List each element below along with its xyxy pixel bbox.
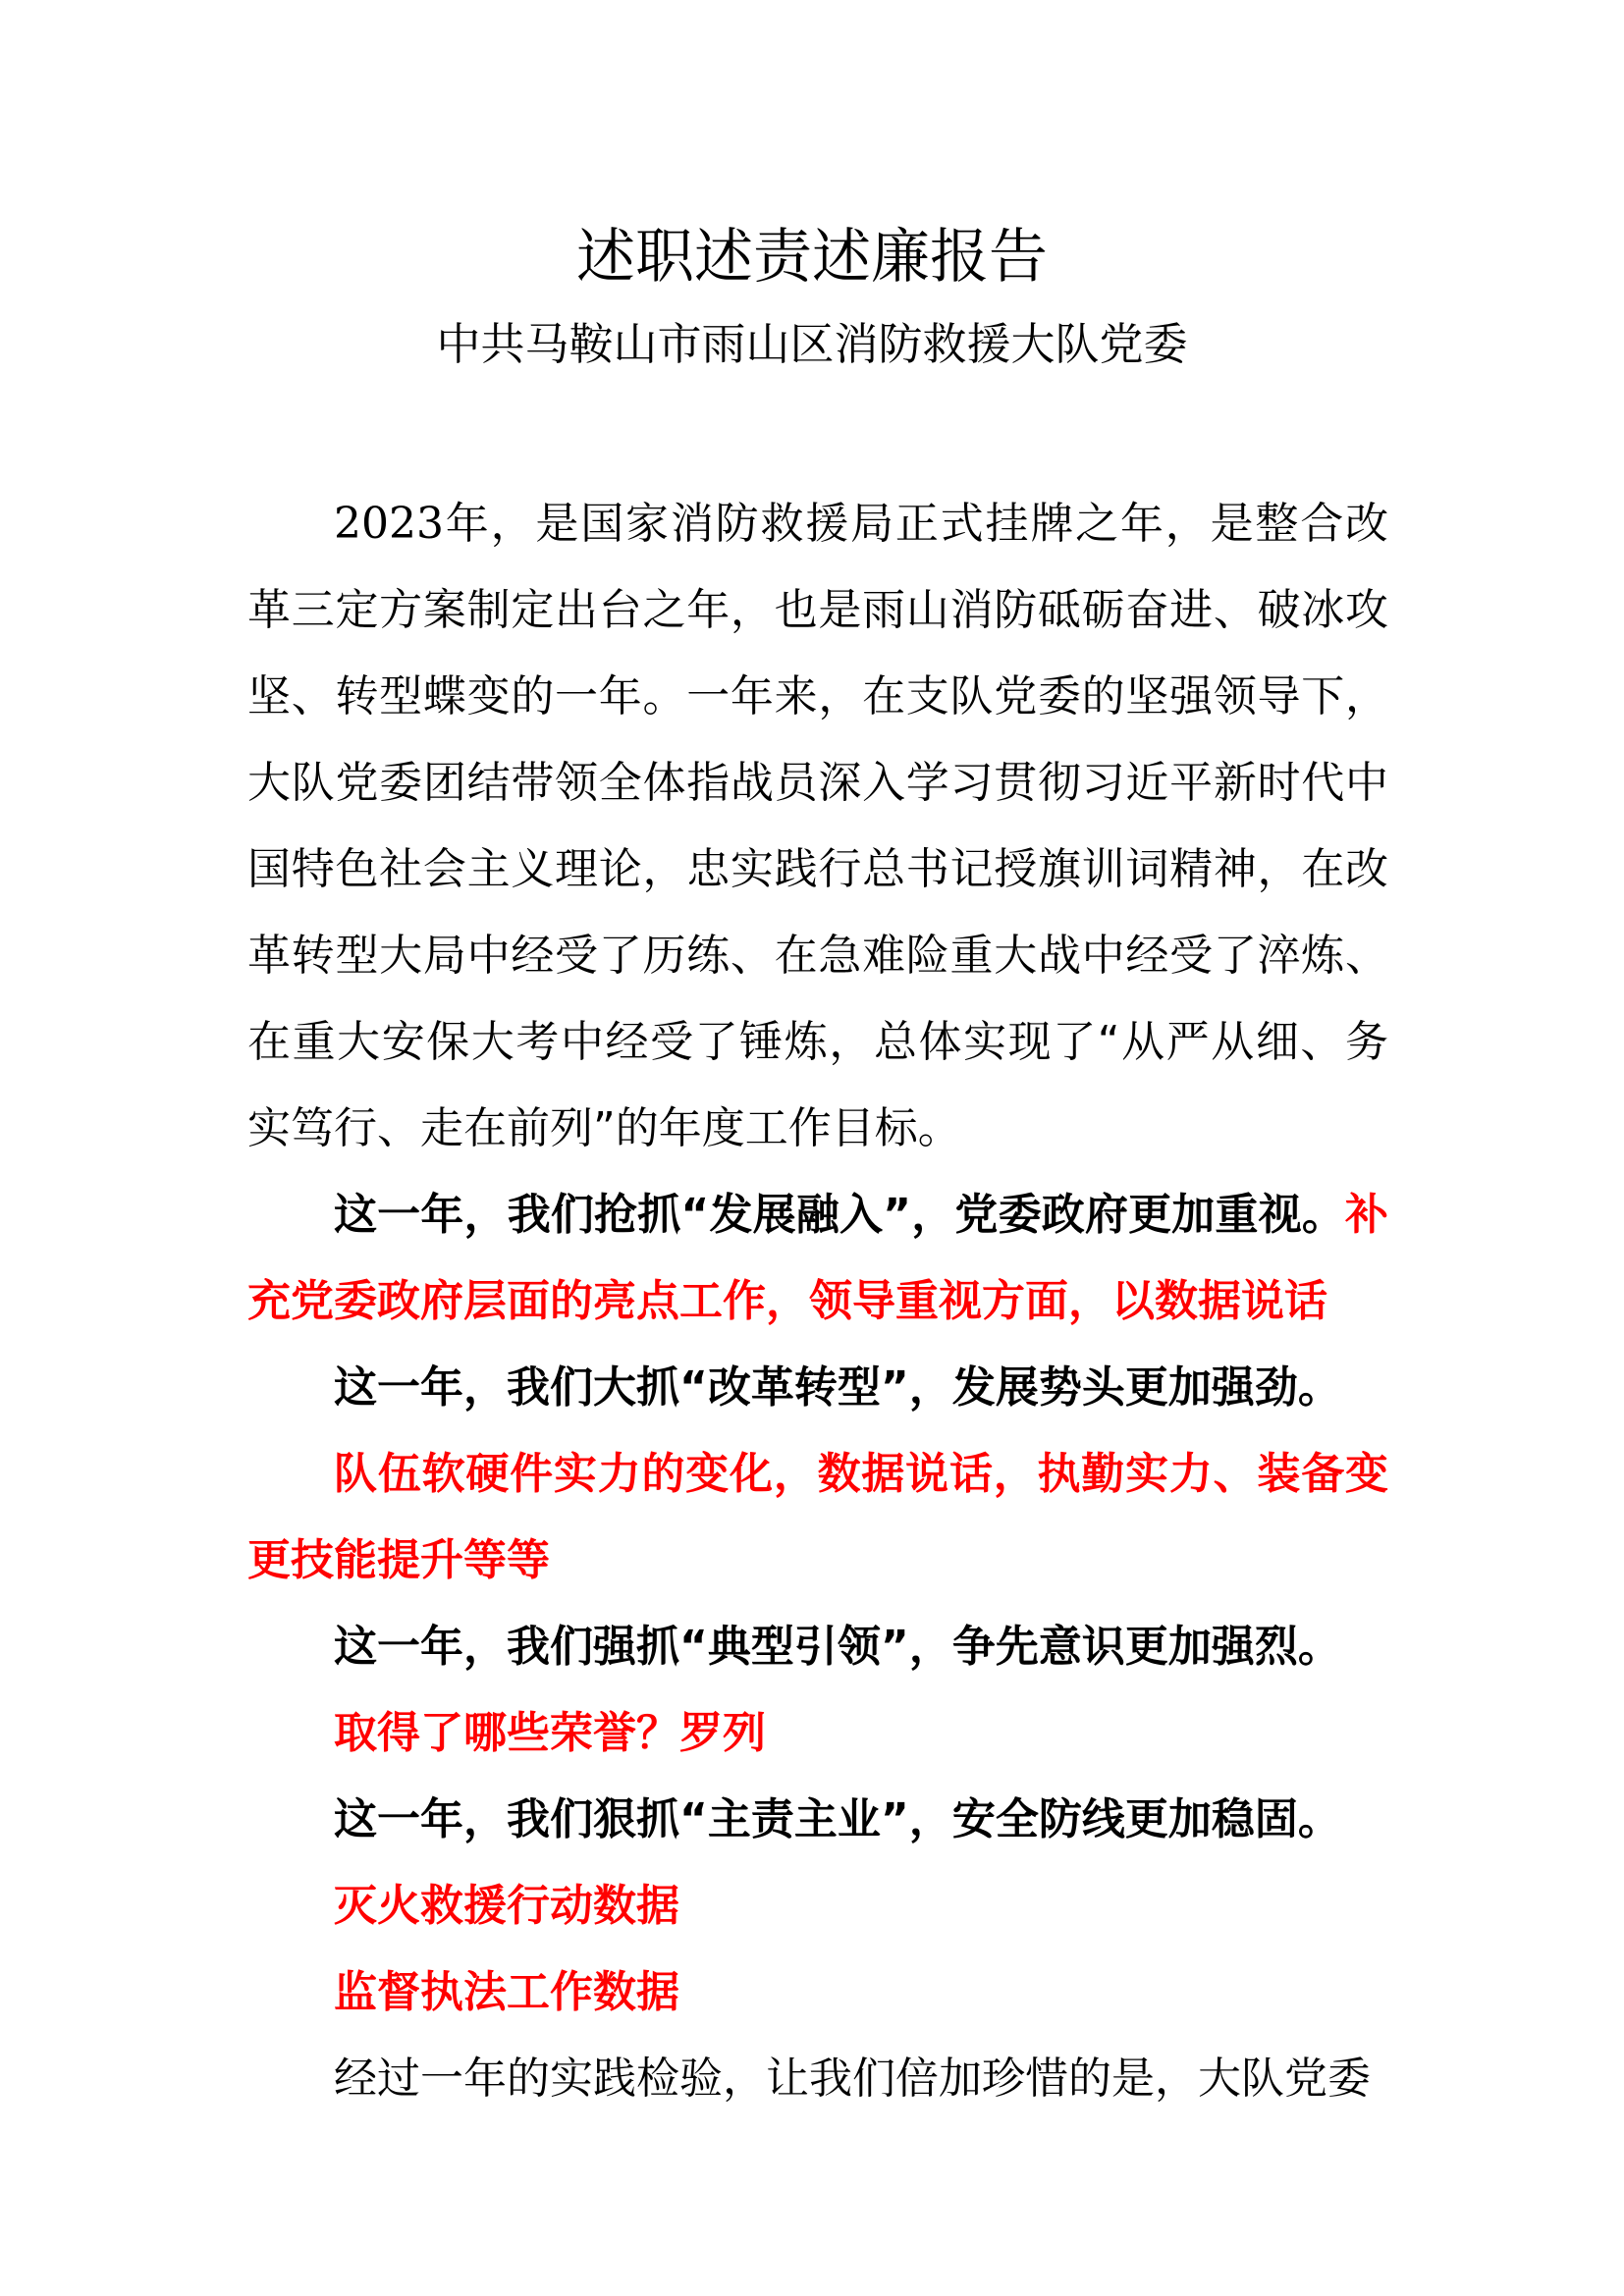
section-4-note-supervision: 监督执法工作数据: [334, 1967, 679, 2017]
closing-paragraph: 经过一年的实践检验，让我们倍加珍惜的是，大队党委: [334, 2054, 1371, 2104]
intro-text: 年，是国家消防救援局正式挂牌之年，是整合改革三定方案制定出台之年，也是雨山消防砥砺奋进、破冰攻坚、转型蝶变的一年。一年来，在支队党委的坚强领导下，大队党委团结带领全体指战员深入学习贯彻习近平新时代中国特色社会主义理论，忠实践行总书记授旗训词精神，在改革转型大局中经受了历练、在急难险重大战中经受了淬炼、在重大安保大考中经受了锤炼，总体实现了“从严从细、务实笃行、走在前列”的年度工作目标。: [247, 499, 1388, 1153]
section-3-note: 取得了哪些荣誉？罗列: [334, 1708, 766, 1758]
section-4-heading: 这一年，我们狠抓“主责主业”，安全防线更加稳固。: [334, 1794, 1341, 1844]
document-body: [247, 481, 1388, 2122]
document-subtitle: 中共马鞍山市雨山区消防救援大队党委: [436, 318, 1188, 370]
section-4-note-firefighting: 灭火救援行动数据: [334, 1881, 679, 1931]
section-2-heading: 这一年，我们大抓“改革转型”，发展势头更加强劲。: [334, 1362, 1341, 1413]
intro-year: 2023: [334, 499, 444, 549]
document-title: 述职述责述廉报告: [576, 223, 1048, 292]
intro-paragraph: [247, 481, 1388, 1172]
section-3-heading: 这一年，我们强抓“典型引领”，争先意识更加强烈。: [334, 1622, 1341, 1672]
section-2-note: 队伍软硬件实力的变化，数据说话，执勤实力、装备变更技能提升等等: [247, 1449, 1388, 1585]
section-1-note: 补充党委政府层面的亮点工作，领导重视方面，以数据说话: [247, 1190, 1388, 1326]
section-1-paragraph: [247, 1172, 1388, 1345]
section-1-heading: 这一年，我们抢抓“发展融入”，党委政府更加重视。: [334, 1190, 1345, 1240]
